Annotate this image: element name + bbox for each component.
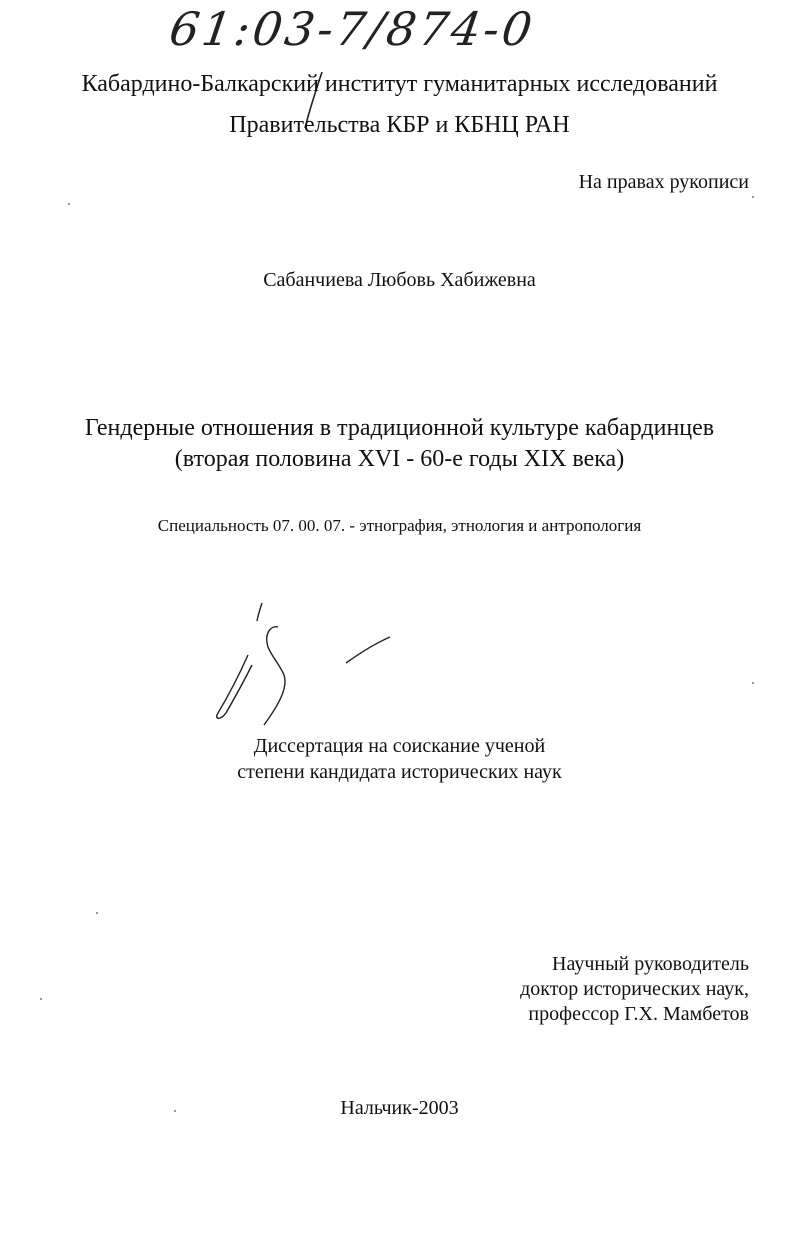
- supervisor-role: Научный руководитель: [552, 953, 749, 975]
- scan-speck: [174, 1110, 176, 1112]
- dissertation-purpose-line-1: Диссертация на соискание ученой: [253, 735, 546, 757]
- dissertation-title-line-2: (вторая половина XVI - 60-е годы XIX века): [174, 446, 625, 472]
- specialty-line: Специальность 07. 00. 07. - этнография, этнология и антропология: [157, 516, 642, 535]
- scan-speck: [96, 912, 98, 914]
- scan-speck: [40, 998, 42, 1000]
- archive-number-stamp: 61:03-7/874-0: [166, 2, 539, 56]
- institute-name: Кабардино-Балкарский институт гуманитарных исследований: [81, 71, 718, 97]
- dissertation-purpose-line-2: степени кандидата исторических наук: [237, 761, 562, 783]
- scan-speck: [68, 203, 70, 205]
- scan-speck: [752, 682, 754, 684]
- handwritten-signature: [200, 595, 410, 735]
- manuscript-note: На правах рукописи: [578, 171, 749, 193]
- dissertation-title-line-1: Гендерные отношения в традиционной культуре кабардинцев: [84, 415, 715, 441]
- supervisor-name: профессор Г.Х. Мамбетов: [528, 1003, 749, 1025]
- city-year: Нальчик-2003: [340, 1097, 459, 1119]
- supervisor-degree: доктор исторических наук,: [520, 978, 749, 1000]
- scan-speck: [752, 196, 754, 198]
- author-name: Сабанчиева Любовь Хабижевна: [263, 269, 536, 291]
- government-affiliation: Правительства КБР и КБНЦ РАН: [229, 112, 570, 138]
